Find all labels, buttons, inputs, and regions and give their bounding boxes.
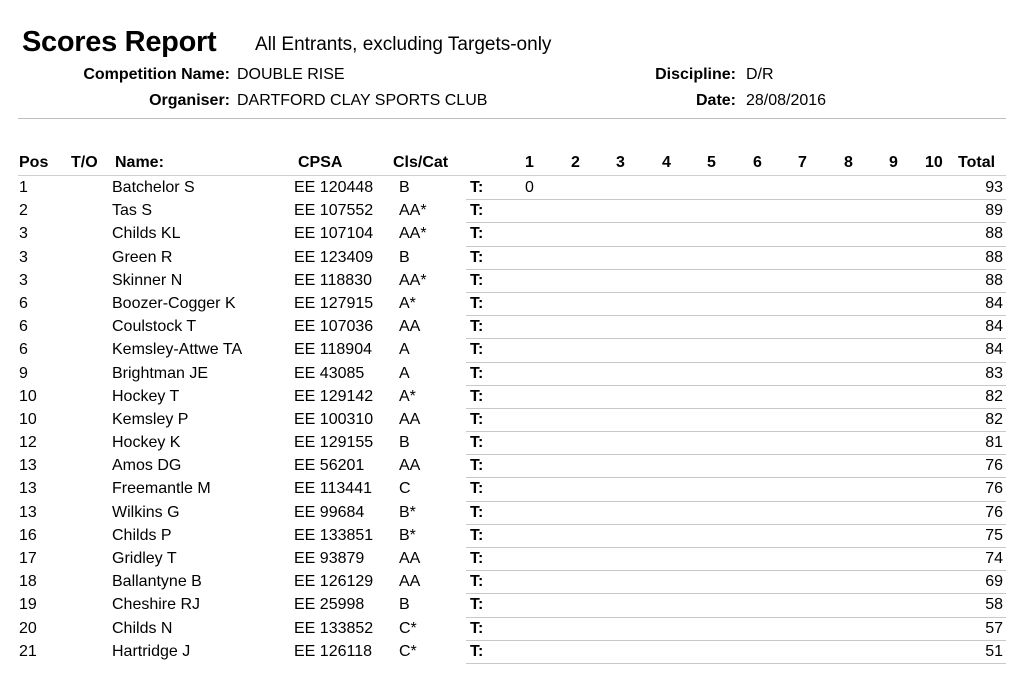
discipline-label: Discipline: xyxy=(655,66,736,83)
col-header-name: Name: xyxy=(115,154,164,171)
row-pos: 13 xyxy=(19,457,37,475)
discipline-value: D/R xyxy=(746,66,774,83)
row-name: Boozer-Cogger K xyxy=(112,294,236,312)
row-targets-label: T: xyxy=(470,364,484,382)
row-cpsa: EE 100310 xyxy=(294,410,374,428)
table-row xyxy=(0,478,1024,501)
row-name: Skinner N xyxy=(112,271,183,289)
table-row xyxy=(0,502,1024,525)
row-pos: 6 xyxy=(19,294,28,312)
row-total: 75 xyxy=(985,526,1003,544)
row-cpsa: EE 99684 xyxy=(294,503,365,521)
row-cpsa: EE 133851 xyxy=(294,526,374,544)
row-total: 76 xyxy=(985,457,1003,475)
row-targets-label: T: xyxy=(470,271,484,289)
row-cls-cat: AA* xyxy=(399,202,427,220)
row-targets-label: T: xyxy=(470,341,484,359)
row-targets-label: T: xyxy=(470,202,484,220)
row-pos: 13 xyxy=(19,480,37,498)
row-name: Amos DG xyxy=(112,457,182,475)
table-row xyxy=(0,594,1024,617)
row-name: Freemantle M xyxy=(112,480,211,498)
row-cls-cat: AA xyxy=(399,573,421,591)
row-total: 83 xyxy=(985,364,1003,382)
row-total: 51 xyxy=(985,642,1003,660)
table-row xyxy=(0,293,1024,316)
row-name: Tas S xyxy=(112,202,153,220)
row-cls-cat: AA xyxy=(399,550,421,567)
row-total: 82 xyxy=(985,387,1003,405)
row-cls-cat: C xyxy=(399,480,411,498)
row-pos: 6 xyxy=(19,318,28,336)
row-targets-label: T: xyxy=(470,294,484,312)
row-pos: 10 xyxy=(19,410,37,428)
row-pos: 18 xyxy=(19,573,37,591)
col-header-pos: Pos xyxy=(19,154,49,171)
table-row xyxy=(0,618,1024,641)
table-row xyxy=(0,339,1024,362)
row-total: 76 xyxy=(985,480,1003,498)
row-pos: 1 xyxy=(19,179,28,196)
row-cls-cat: AA xyxy=(399,410,421,428)
row-pos: 13 xyxy=(19,503,37,521)
row-name: Ballantyne B xyxy=(112,573,202,591)
row-total: 69 xyxy=(985,573,1003,591)
col-header-stand-3: 3 xyxy=(616,154,625,171)
row-stand-1-score: 0 xyxy=(525,179,534,196)
row-targets-label: T: xyxy=(470,248,484,266)
table-row xyxy=(0,316,1024,339)
table-row xyxy=(0,409,1024,432)
table-row xyxy=(0,525,1024,548)
report-title: Scores Report xyxy=(22,26,217,58)
row-cls-cat: B xyxy=(399,179,410,196)
row-total: 89 xyxy=(985,202,1003,220)
table-row xyxy=(0,548,1024,571)
row-cpsa: EE 56201 xyxy=(294,457,365,475)
col-header-stand-8: 8 xyxy=(844,154,853,171)
report-subtitle: All Entrants, excluding Targets-only xyxy=(255,34,552,55)
row-total: 84 xyxy=(985,294,1003,312)
row-total: 82 xyxy=(985,410,1003,428)
col-header-cls-cat: Cls/Cat xyxy=(393,154,449,171)
col-header-stand-7: 7 xyxy=(798,154,807,171)
col-header-stand-4: 4 xyxy=(662,154,671,171)
row-cpsa: EE 93879 xyxy=(294,550,365,567)
table-row xyxy=(0,223,1024,246)
row-pos: 19 xyxy=(19,596,37,614)
row-name: Coulstock T xyxy=(112,318,197,336)
row-cpsa: EE 133852 xyxy=(294,619,374,637)
row-cls-cat: AA* xyxy=(399,271,427,289)
row-total: 88 xyxy=(985,248,1003,266)
row-cls-cat: B xyxy=(399,248,410,266)
row-pos: 16 xyxy=(19,526,37,544)
table-row xyxy=(0,363,1024,386)
row-name: Brightman JE xyxy=(112,364,209,382)
table-row xyxy=(0,270,1024,293)
table-row xyxy=(0,386,1024,409)
row-total: 93 xyxy=(985,179,1003,196)
row-cpsa: EE 129142 xyxy=(294,387,374,405)
row-name: Kemsley-Attwe TA xyxy=(112,341,243,359)
table-header-divider xyxy=(18,175,1006,176)
organiser-value: DARTFORD CLAY SPORTS CLUB xyxy=(237,92,488,109)
row-cls-cat: B* xyxy=(399,503,416,521)
table-row xyxy=(0,571,1024,594)
row-name: Green R xyxy=(112,248,173,266)
row-targets-label: T: xyxy=(470,573,484,591)
row-cpsa: EE 118830 xyxy=(294,271,372,289)
row-divider xyxy=(466,663,1006,664)
col-header-cpsa: CPSA xyxy=(298,154,343,171)
row-name: Childs P xyxy=(112,526,172,544)
row-name: Batchelor S xyxy=(112,179,195,196)
row-cpsa: EE 118904 xyxy=(294,341,372,359)
row-cls-cat: A* xyxy=(399,294,416,312)
row-total: 76 xyxy=(985,503,1003,521)
row-cpsa: EE 120448 xyxy=(294,179,374,196)
col-header-stand-9: 9 xyxy=(889,154,898,171)
row-cpsa: EE 127915 xyxy=(294,294,374,312)
row-pos: 6 xyxy=(19,341,28,359)
row-total: 84 xyxy=(985,318,1003,336)
row-cls-cat: C* xyxy=(399,642,417,660)
header-divider xyxy=(18,118,1006,119)
row-cls-cat: AA xyxy=(399,457,421,475)
row-total: 58 xyxy=(985,596,1003,614)
table-row xyxy=(0,200,1024,223)
row-cls-cat: B xyxy=(399,596,410,614)
col-header-to: T/O xyxy=(71,154,98,171)
row-total: 81 xyxy=(985,434,1003,452)
row-cls-cat: C* xyxy=(399,619,417,637)
row-name: Wilkins G xyxy=(112,503,180,521)
row-total: 84 xyxy=(985,341,1003,359)
row-pos: 3 xyxy=(19,225,28,243)
row-targets-label: T: xyxy=(470,225,484,243)
row-cpsa: EE 126129 xyxy=(294,573,374,591)
date-label: Date: xyxy=(695,92,736,109)
row-pos: 17 xyxy=(19,550,37,567)
row-cls-cat: A xyxy=(399,341,410,359)
row-cpsa: EE 123409 xyxy=(294,248,374,266)
date-value: 28/08/2016 xyxy=(746,92,827,109)
organiser-label: Organiser: xyxy=(149,92,230,109)
row-cpsa: EE 43085 xyxy=(294,364,365,382)
col-header-stand-10: 10 xyxy=(925,154,943,171)
row-cpsa: EE 113441 xyxy=(294,480,372,498)
row-pos: 12 xyxy=(19,434,37,452)
row-cpsa: EE 126118 xyxy=(294,642,372,660)
row-name: Hartridge J xyxy=(112,642,191,660)
row-cpsa: EE 107104 xyxy=(294,225,374,243)
table-row xyxy=(0,247,1024,270)
row-cls-cat: A* xyxy=(399,387,416,405)
row-targets-label: T: xyxy=(470,596,484,614)
row-name: Childs KL xyxy=(112,225,181,243)
row-name: Hockey T xyxy=(112,387,180,405)
row-pos: 10 xyxy=(19,387,37,405)
row-targets-label: T: xyxy=(470,410,484,428)
row-targets-label: T: xyxy=(470,179,484,196)
row-name: Childs N xyxy=(112,619,173,637)
col-header-stand-2: 2 xyxy=(571,154,580,171)
table-row xyxy=(0,177,1024,200)
row-targets-label: T: xyxy=(470,526,484,544)
row-targets-label: T: xyxy=(470,457,484,475)
col-header-stand-6: 6 xyxy=(753,154,762,171)
row-cpsa: EE 25998 xyxy=(294,596,365,614)
table-row xyxy=(0,432,1024,455)
competition-name-label: Competition Name: xyxy=(83,66,230,83)
row-total: 74 xyxy=(985,550,1003,567)
row-targets-label: T: xyxy=(470,318,484,336)
row-cls-cat: A xyxy=(399,364,410,382)
row-targets-label: T: xyxy=(470,619,484,637)
row-cpsa: EE 107552 xyxy=(294,202,374,220)
row-cpsa: EE 107036 xyxy=(294,318,374,336)
row-pos: 2 xyxy=(19,202,28,220)
row-targets-label: T: xyxy=(470,642,484,660)
row-pos: 21 xyxy=(19,642,37,660)
row-name: Hockey K xyxy=(112,434,181,452)
row-pos: 20 xyxy=(19,619,37,637)
row-cls-cat: AA xyxy=(399,318,421,336)
col-header-stand-5: 5 xyxy=(707,154,716,171)
row-pos: 3 xyxy=(19,271,28,289)
row-cpsa: EE 129155 xyxy=(294,434,374,452)
row-total: 88 xyxy=(985,271,1003,289)
row-name: Cheshire RJ xyxy=(112,596,201,614)
row-pos: 9 xyxy=(19,364,28,382)
row-total: 57 xyxy=(985,619,1003,637)
competition-name-value: DOUBLE RISE xyxy=(237,66,345,83)
row-total: 88 xyxy=(985,225,1003,243)
row-targets-label: T: xyxy=(470,480,484,498)
table-row xyxy=(0,455,1024,478)
row-targets-label: T: xyxy=(470,387,484,405)
scores-table-body xyxy=(0,177,1024,664)
row-cls-cat: B xyxy=(399,434,410,452)
row-targets-label: T: xyxy=(470,434,484,452)
row-cls-cat: B* xyxy=(399,526,416,544)
row-targets-label: T: xyxy=(470,550,484,567)
col-header-total: Total xyxy=(958,154,996,171)
row-name: Gridley T xyxy=(112,550,177,567)
row-cls-cat: AA* xyxy=(399,225,427,243)
table-row xyxy=(0,641,1024,664)
row-pos: 3 xyxy=(19,248,28,266)
row-targets-label: T: xyxy=(470,503,484,521)
row-name: Kemsley P xyxy=(112,410,189,428)
col-header-stand-1: 1 xyxy=(525,154,534,171)
